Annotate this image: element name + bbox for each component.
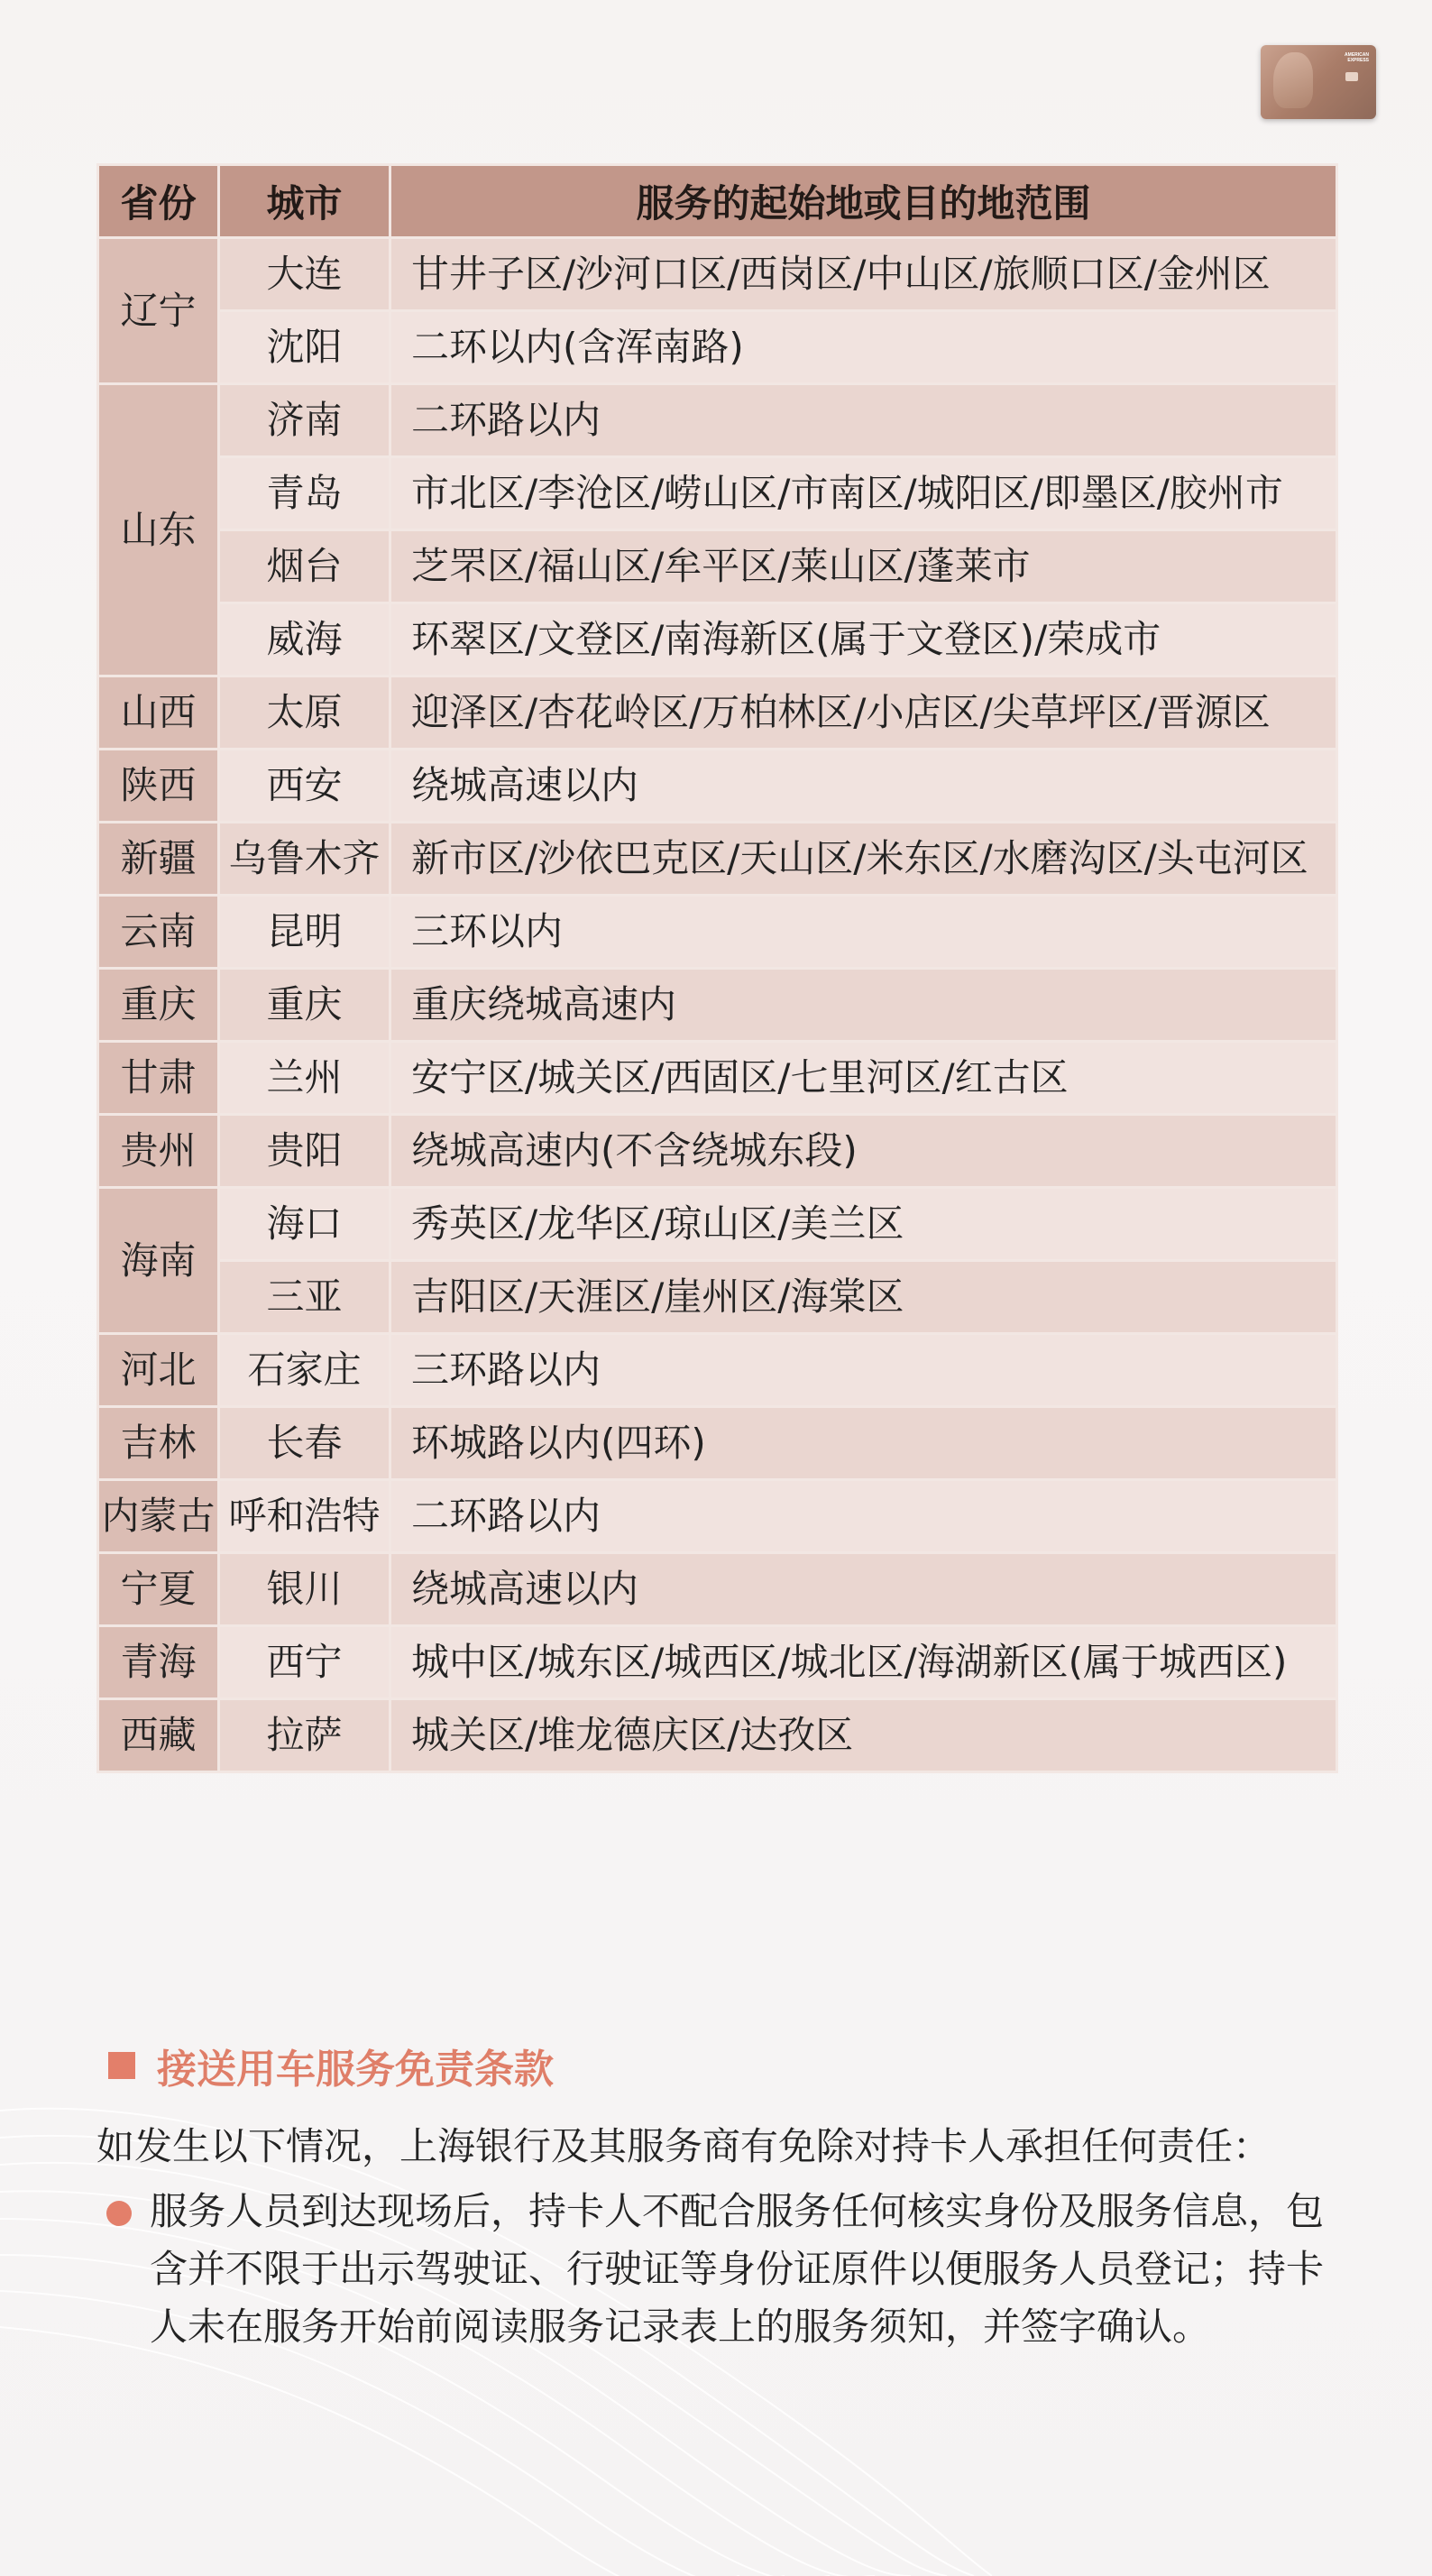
- cell-area: 城中区/城东区/城西区/城北区/海湖新区(属于城西区): [390, 1626, 1337, 1699]
- table-row: [98, 1042, 1337, 1115]
- table-row: [98, 969, 1337, 1042]
- cell-province: 西藏: [98, 1699, 219, 1772]
- cell-city: 西安: [219, 750, 390, 823]
- cell-area: 环翠区/文登区/南海新区(属于文登区)/荣成市: [390, 603, 1337, 676]
- cell-area: 迎泽区/杏花岭区/万柏林区/小店区/尖草坪区/晋源区: [390, 676, 1337, 750]
- cell-city: 银川: [219, 1553, 390, 1626]
- cell-city: 烟台: [219, 530, 390, 603]
- section-square-icon: [108, 2052, 135, 2079]
- cell-area: 安宁区/城关区/西固区/七里河区/红古区: [390, 1042, 1337, 1115]
- section-title-text: 接送用车服务免责条款: [157, 2047, 554, 2093]
- cell-city: 呼和浩特: [219, 1480, 390, 1553]
- credit-card-icon: [1261, 45, 1376, 119]
- cell-area: 新市区/沙依巴克区/天山区/米东区/水磨沟区/头屯河区: [390, 823, 1337, 896]
- cell-province: 新疆: [98, 823, 219, 896]
- cell-area: 二环以内(含浑南路): [390, 311, 1337, 384]
- cell-area: 吉阳区/天涯区/崖州区/海棠区: [390, 1261, 1337, 1334]
- cell-province: 吉林: [98, 1407, 219, 1480]
- cell-province: 甘肃: [98, 1042, 219, 1115]
- cell-city: 拉萨: [219, 1699, 390, 1772]
- cell-area: 城关区/堆龙德庆区/达孜区: [390, 1699, 1337, 1772]
- bullet-text: 服务人员到达现场后，持卡人不配合服务任何核实身份及服务信息，包含并不限于出示驾驶证、行驶证等身份证原件以便服务人员登记；持卡人未在服务开始前阅读服务记录表上的服务须知，并签字确认。: [150, 2189, 1325, 2349]
- header-province: 省份: [98, 165, 219, 238]
- cell-area: 二环路以内: [390, 1480, 1337, 1553]
- table-row: [98, 823, 1337, 896]
- cell-city: 大连: [219, 238, 390, 311]
- cell-province: 山东: [98, 384, 219, 676]
- table-row: [98, 1188, 1337, 1261]
- cell-area: 甘井子区/沙河口区/西岗区/中山区/旅顺口区/金州区: [390, 238, 1337, 311]
- cell-city: 三亚: [219, 1261, 390, 1334]
- bullet-dot-icon: [106, 2201, 132, 2226]
- cell-province: 宁夏: [98, 1553, 219, 1626]
- table-row: [98, 1626, 1337, 1699]
- header-city: 城市: [219, 165, 390, 238]
- table-row: [98, 896, 1337, 969]
- table-header-row: [98, 165, 1337, 238]
- cell-province: 贵州: [98, 1115, 219, 1188]
- table-row: [98, 1407, 1337, 1480]
- card-brand-logo: AMERICAN EXPRESS: [1345, 52, 1369, 63]
- section-title: [108, 2040, 554, 2091]
- disclaimer-intro: 如发生以下情况，上海银行及其服务商有免除对持卡人承担任何责任：: [96, 2124, 1271, 2168]
- table-row: [98, 457, 1337, 530]
- table-row: [98, 1115, 1337, 1188]
- cell-province: 山西: [98, 676, 219, 750]
- cell-city: 青岛: [219, 457, 390, 530]
- card-portrait-art: [1273, 52, 1313, 108]
- table-row: [98, 1699, 1337, 1772]
- table-row: [98, 238, 1337, 311]
- cell-city: 长春: [219, 1407, 390, 1480]
- table-row: [98, 750, 1337, 823]
- service-coverage-table: [96, 163, 1338, 1773]
- cell-city: 昆明: [219, 896, 390, 969]
- cell-area: 绕城高速内(不含绕城东段): [390, 1115, 1337, 1188]
- cell-province: 内蒙古: [98, 1480, 219, 1553]
- cell-city: 乌鲁木齐: [219, 823, 390, 896]
- cell-area: 三环以内: [390, 896, 1337, 969]
- cell-province: 海南: [98, 1188, 219, 1334]
- cell-city: 太原: [219, 676, 390, 750]
- table-row: [98, 530, 1337, 603]
- cell-city: 贵阳: [219, 1115, 390, 1188]
- cell-city: 海口: [219, 1188, 390, 1261]
- cell-area: 三环路以内: [390, 1334, 1337, 1407]
- cell-area: 重庆绕城高速内: [390, 969, 1337, 1042]
- cell-city: 兰州: [219, 1042, 390, 1115]
- cell-city: 石家庄: [219, 1334, 390, 1407]
- cell-province: 辽宁: [98, 238, 219, 384]
- cell-province: 重庆: [98, 969, 219, 1042]
- cell-area: 市北区/李沧区/崂山区/市南区/城阳区/即墨区/胶州市: [390, 457, 1337, 530]
- cell-area: 秀英区/龙华区/琼山区/美兰区: [390, 1188, 1337, 1261]
- card-chip-icon: [1345, 72, 1358, 81]
- cell-province: 河北: [98, 1334, 219, 1407]
- cell-province: 陕西: [98, 750, 219, 823]
- table-row: [98, 603, 1337, 676]
- table-row: [98, 1261, 1337, 1334]
- cell-city: 沈阳: [219, 311, 390, 384]
- cell-province: 云南: [98, 896, 219, 969]
- header-area: 服务的起始地或目的地范围: [390, 165, 1337, 238]
- cell-area: 芝罘区/福山区/牟平区/莱山区/蓬莱市: [390, 530, 1337, 603]
- cell-city: 西宁: [219, 1626, 390, 1699]
- cell-city: 济南: [219, 384, 390, 457]
- table-row: [98, 384, 1337, 457]
- cell-area: 绕城高速以内: [390, 1553, 1337, 1626]
- cell-city: 重庆: [219, 969, 390, 1042]
- table-row: [98, 311, 1337, 384]
- table-body: [98, 238, 1337, 1772]
- cell-province: 青海: [98, 1626, 219, 1699]
- table-row: [98, 1553, 1337, 1626]
- cell-city: 威海: [219, 603, 390, 676]
- cell-area: 环城路以内(四环): [390, 1407, 1337, 1480]
- table-row: [98, 1480, 1337, 1553]
- table-row: [98, 1334, 1337, 1407]
- list-item: [106, 2183, 1342, 2356]
- table-row: [98, 676, 1337, 750]
- cell-area: 二环路以内: [390, 384, 1337, 457]
- cell-area: 绕城高速以内: [390, 750, 1337, 823]
